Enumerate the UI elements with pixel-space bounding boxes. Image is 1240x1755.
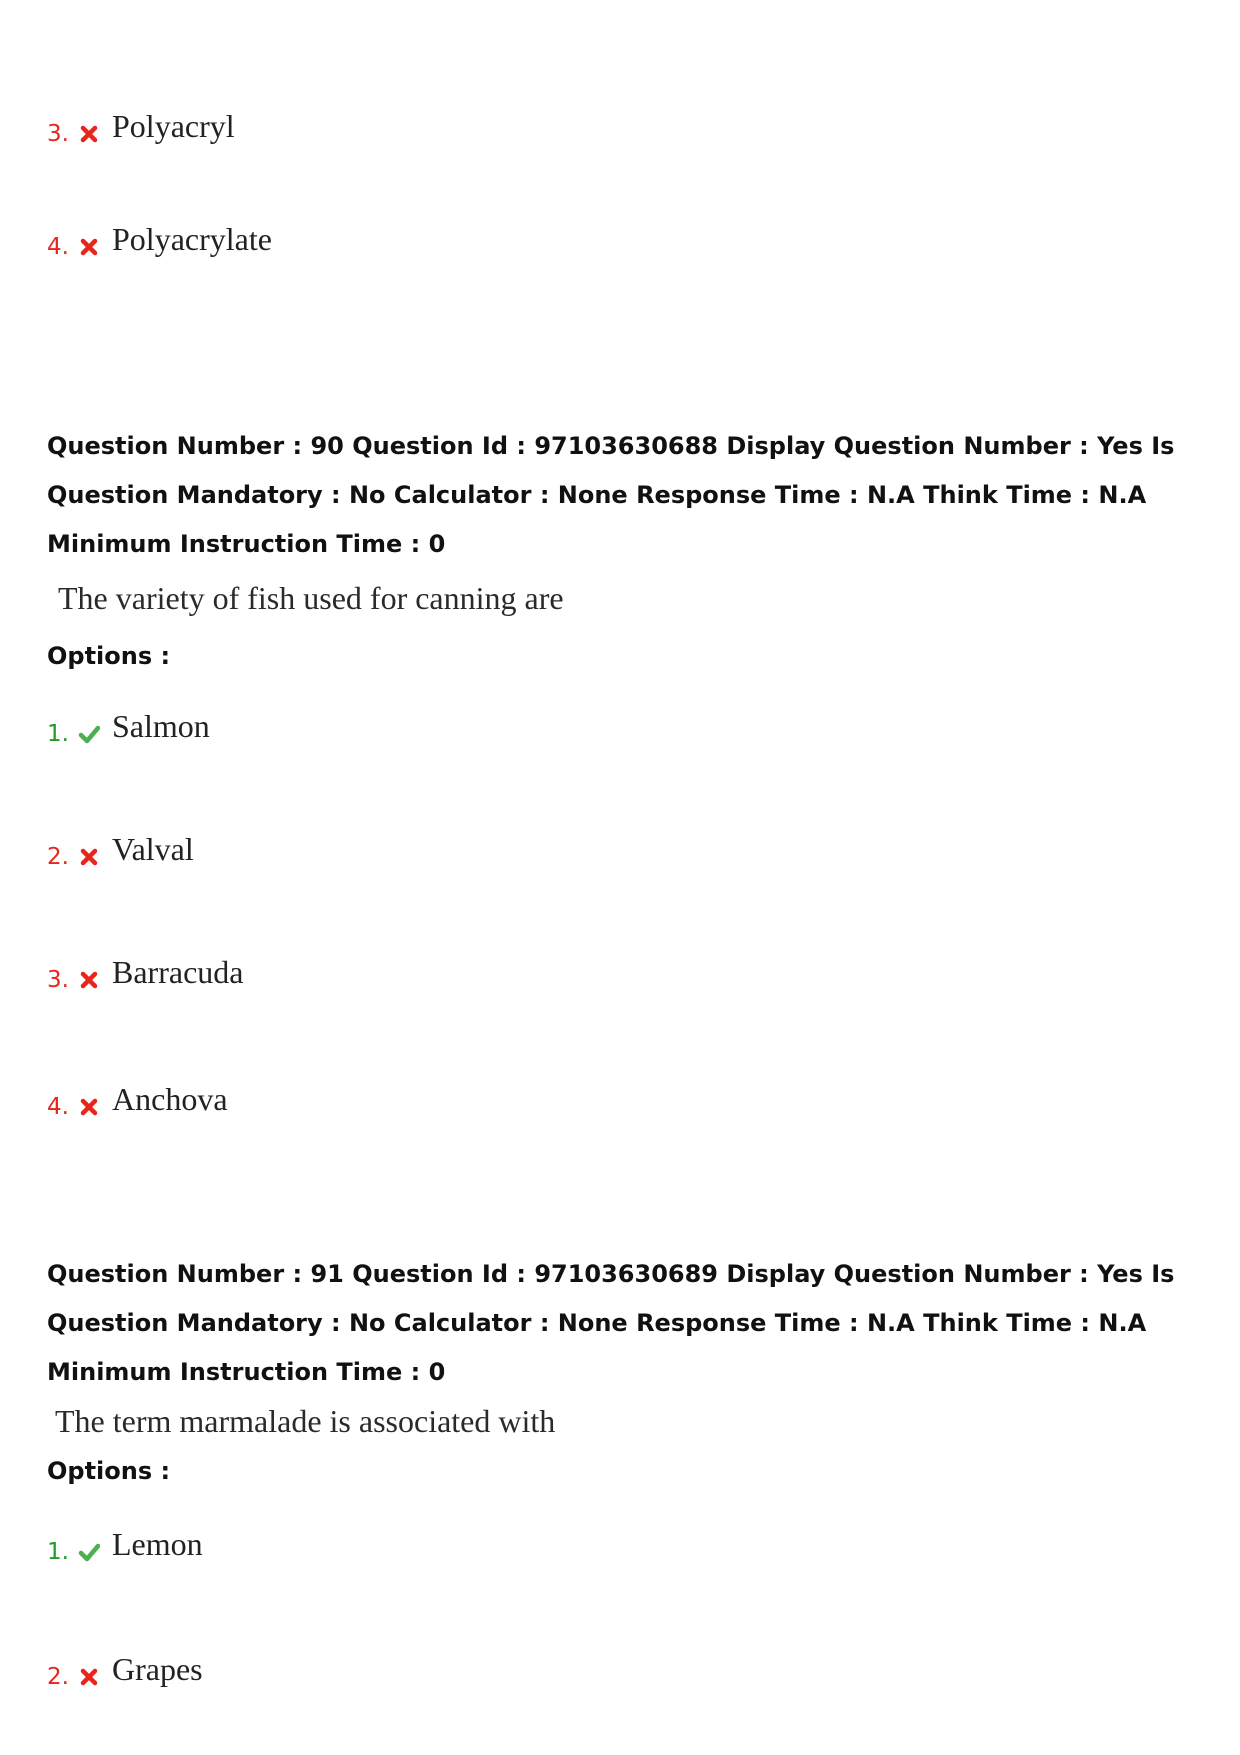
- question-text: The term marmalade is associated with: [55, 1403, 556, 1439]
- option-text: Lemon: [112, 1525, 203, 1562]
- option-row: [47, 707, 210, 756]
- cross-icon: [78, 123, 100, 145]
- cross-icon: [78, 969, 100, 991]
- option-number: 4.: [47, 234, 69, 260]
- option-row: [47, 1525, 203, 1574]
- option-number: 2.: [47, 1664, 69, 1690]
- cross-icon: [78, 846, 100, 868]
- cross-icon: [78, 1666, 100, 1688]
- option-number: 1.: [47, 1539, 69, 1565]
- option-number: 1.: [47, 721, 69, 747]
- option-text: Salmon: [112, 707, 210, 744]
- question-header: Question Number : 90 Question Id : 97103630688 Display Question Number : Yes Is Question Mandatory : No Calculator : None Response Time : N.A Think Time : N.A Minimum Instruction Time : 0: [47, 432, 1175, 558]
- option-number: 4.: [47, 1094, 69, 1120]
- options-label: Options :: [47, 642, 171, 670]
- option-row: [47, 830, 194, 879]
- cross-icon: [78, 1096, 100, 1118]
- option-text: Polyacryl: [112, 107, 235, 144]
- check-icon: [78, 1541, 100, 1563]
- option-number: 3.: [47, 121, 69, 147]
- option-text: Valval: [112, 830, 194, 867]
- options-label: Options :: [47, 1457, 171, 1485]
- option-row: [47, 107, 235, 156]
- option-row: [47, 953, 244, 1002]
- cross-icon: [78, 236, 100, 258]
- option-text: Polyacrylate: [112, 220, 272, 257]
- option-number: 2.: [47, 844, 69, 870]
- option-number: 3.: [47, 967, 69, 993]
- option-text: Barracuda: [112, 953, 244, 990]
- option-row: [47, 1650, 203, 1699]
- option-text: Anchova: [112, 1080, 228, 1117]
- check-icon: [78, 723, 100, 745]
- option-text: Grapes: [112, 1650, 203, 1687]
- question-header: Question Number : 91 Question Id : 97103630689 Display Question Number : Yes Is Question Mandatory : No Calculator : None Response Time : N.A Think Time : N.A Minimum Instruction Time : 0: [47, 1260, 1175, 1386]
- question-text: The variety of fish used for canning are: [58, 580, 564, 616]
- option-row: [47, 220, 272, 269]
- option-row: [47, 1080, 228, 1129]
